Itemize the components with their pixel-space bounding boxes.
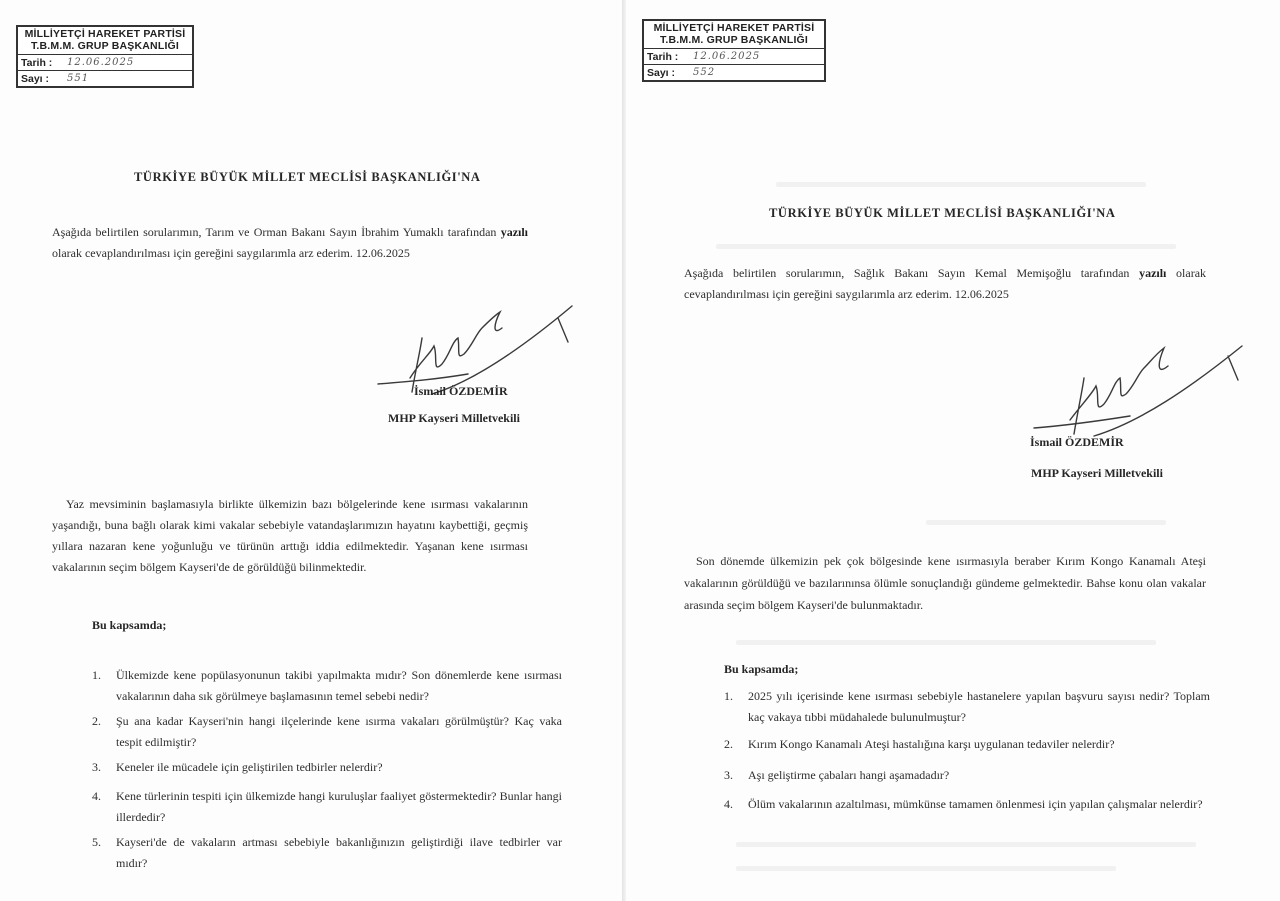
body-paragraph: Son dönemde ülkemizin pek çok bölgesinde kene ısırmasıyla beraber Kırım Kongo Kanamalı Ateşi vakalarının görüldüğü ve bazılarınınsa ölümle sonuçlandığı gündeme gelmektedir. Bahse konu olan vakalar arasında seçim bölgem Kayseri'de bulunmaktadır. — [684, 554, 1206, 612]
list-item — [92, 832, 562, 874]
intro-emphasis: yazılı — [1139, 266, 1167, 280]
list-item — [724, 686, 1210, 728]
question-number: 3. — [92, 760, 101, 774]
document-heading: TÜRKİYE BÜYÜK MİLLET MECLİSİ BAŞKANLIĞI'NA — [769, 206, 1116, 220]
party-stamp — [642, 19, 826, 82]
question-text: Ülkemizde kene popülasyonunun takibi yapılmakta mıdır? Son dönemlerde kene ısırması vakalarının daha sık görülmeye başlamasının temel sebebi nedir? — [116, 668, 562, 703]
list-item — [724, 794, 1210, 815]
document-page-left — [0, 0, 622, 901]
question-text: Kayseri'de de vakaların artması sebebiyle bakanlığınızın geliştirdiği ilave tedbirler var mıdır? — [116, 835, 562, 870]
list-item — [724, 765, 1210, 786]
bleed-through-mark — [736, 866, 1116, 871]
scope-label: Bu kapsamda; — [92, 618, 167, 632]
stamp-date-value: 12.06.2025 — [693, 51, 761, 62]
list-item — [92, 711, 562, 753]
document-heading: TÜRKİYE BÜYÜK MİLLET MECLİSİ BAŞKANLIĞI'NA — [134, 170, 481, 184]
question-number: 4. — [92, 789, 101, 803]
question-number: 5. — [92, 835, 101, 849]
question-text: Şu ana kadar Kayseri'nin hangi ilçelerinde kene ısırma vakaları görülmüştür? Kaç vaka tespit edilmiştir? — [116, 714, 562, 749]
list-item — [724, 734, 1210, 755]
bleed-through-mark — [736, 640, 1156, 645]
question-text: Kene türlerinin tespiti için ülkemizde hangi kuruluşlar faaliyet göstermektedir? Bunlar hangi illerdedir? — [116, 789, 562, 824]
document-page-right — [626, 0, 1280, 901]
list-item — [92, 786, 562, 828]
stamp-number-value: 551 — [67, 73, 90, 84]
signer-name: İsmail ÖZDEMİR — [1030, 435, 1124, 449]
question-text: Ölüm vakalarının azaltılması, mümkünse tamamen önlenmesi için yapılan çalışmalar nelerdir? — [748, 797, 1203, 811]
signature-image — [1030, 334, 1250, 442]
stamp-line-party: MİLLİYETÇİ HAREKET PARTİSİ — [24, 28, 186, 40]
intro-text: Aşağıda belirtilen sorularımın, Sağlık Bakanı Sayın Kemal Memişoğlu tarafından — [684, 266, 1130, 280]
question-number: 1. — [724, 689, 733, 703]
signer-name: İsmail ÖZDEMİR — [414, 384, 508, 398]
question-text: Aşı geliştirme çabaları hangi aşamadadır? — [748, 768, 950, 782]
question-number: 4. — [724, 797, 733, 811]
bleed-through-mark — [926, 520, 1166, 525]
bleed-through-mark — [776, 182, 1146, 187]
question-text: Keneler ile mücadele için geliştirilen tedbirler nelerdir? — [116, 760, 383, 774]
question-text: Kırım Kongo Kanamalı Ateşi hastalığına karşı uygulanan tedaviler nelerdir? — [748, 737, 1115, 751]
bleed-through-mark — [736, 842, 1196, 847]
intro-text-end: olarak cevaplandırılması için gereğini saygılarımla arz ederim. 12.06.2025 — [684, 266, 1207, 301]
question-number: 1. — [92, 668, 101, 682]
party-stamp — [16, 25, 194, 88]
question-number: 2. — [724, 737, 733, 751]
stamp-line-office: T.B.M.M. GRUP BAŞKANLIĞI — [30, 40, 180, 52]
question-list — [92, 665, 562, 874]
signer-title: MHP Kayseri Milletvekili — [1031, 466, 1163, 480]
intro-paragraph — [684, 263, 1206, 305]
list-item — [92, 757, 562, 778]
question-list — [724, 686, 1210, 815]
intro-text: Aşağıda belirtilen sorularımın, Tarım ve Orman Bakanı Sayın İbrahim Yumaklı tarafından — [52, 225, 497, 239]
body-paragraph: Yaz mevsiminin başlamasıyla birlikte ülkemizin bazı bölgelerinde kene ısırması vakalarının yaşandığı, buna bağlı olarak kimi vakalar sebebiyle vatandaşlarımızın hayatını kaybettiği, geçmiş yıllara nazaran kene yoğunluğu ve türünün arttığı iddia edilmektedir. Yaşanan kene ısırması vakalarının seçim bölgem Kayseri'de de görüldüğü bilinmektedir. — [52, 497, 528, 574]
stamp-date-value: 12.06.2025 — [67, 57, 135, 68]
intro-paragraph — [52, 222, 528, 264]
question-number: 3. — [724, 768, 733, 782]
stamp-number-label: Sayı : — [21, 72, 50, 85]
stamp-number-label: Sayı : — [647, 66, 676, 79]
stamp-line-party: MİLLİYETÇİ HAREKET PARTİSİ — [653, 22, 815, 34]
intro-text-end: olarak cevaplandırılması için gereğini saygılarımla arz ederim. 12.06.2025 — [52, 246, 410, 260]
stamp-line-office: T.B.M.M. GRUP BAŞKANLIĞI — [659, 34, 809, 46]
signer-title: MHP Kayseri Milletvekili — [388, 411, 520, 425]
intro-emphasis: yazılı — [500, 225, 529, 239]
scope-label: Bu kapsamda; — [724, 662, 799, 676]
stamp-date-label: Tarih : — [21, 56, 53, 69]
list-item — [92, 665, 562, 707]
question-number: 2. — [92, 714, 101, 728]
question-text: 2025 yılı içerisinde kene ısırması sebebiyle hastanelere yapılan başvuru sayısı nedir? Toplam kaç vakaya tıbbi müdahalede bulunulmuştur? — [748, 689, 1210, 724]
stamp-date-label: Tarih : — [647, 50, 679, 63]
stamp-number-value: 552 — [693, 67, 716, 78]
bleed-through-mark — [716, 244, 1176, 249]
